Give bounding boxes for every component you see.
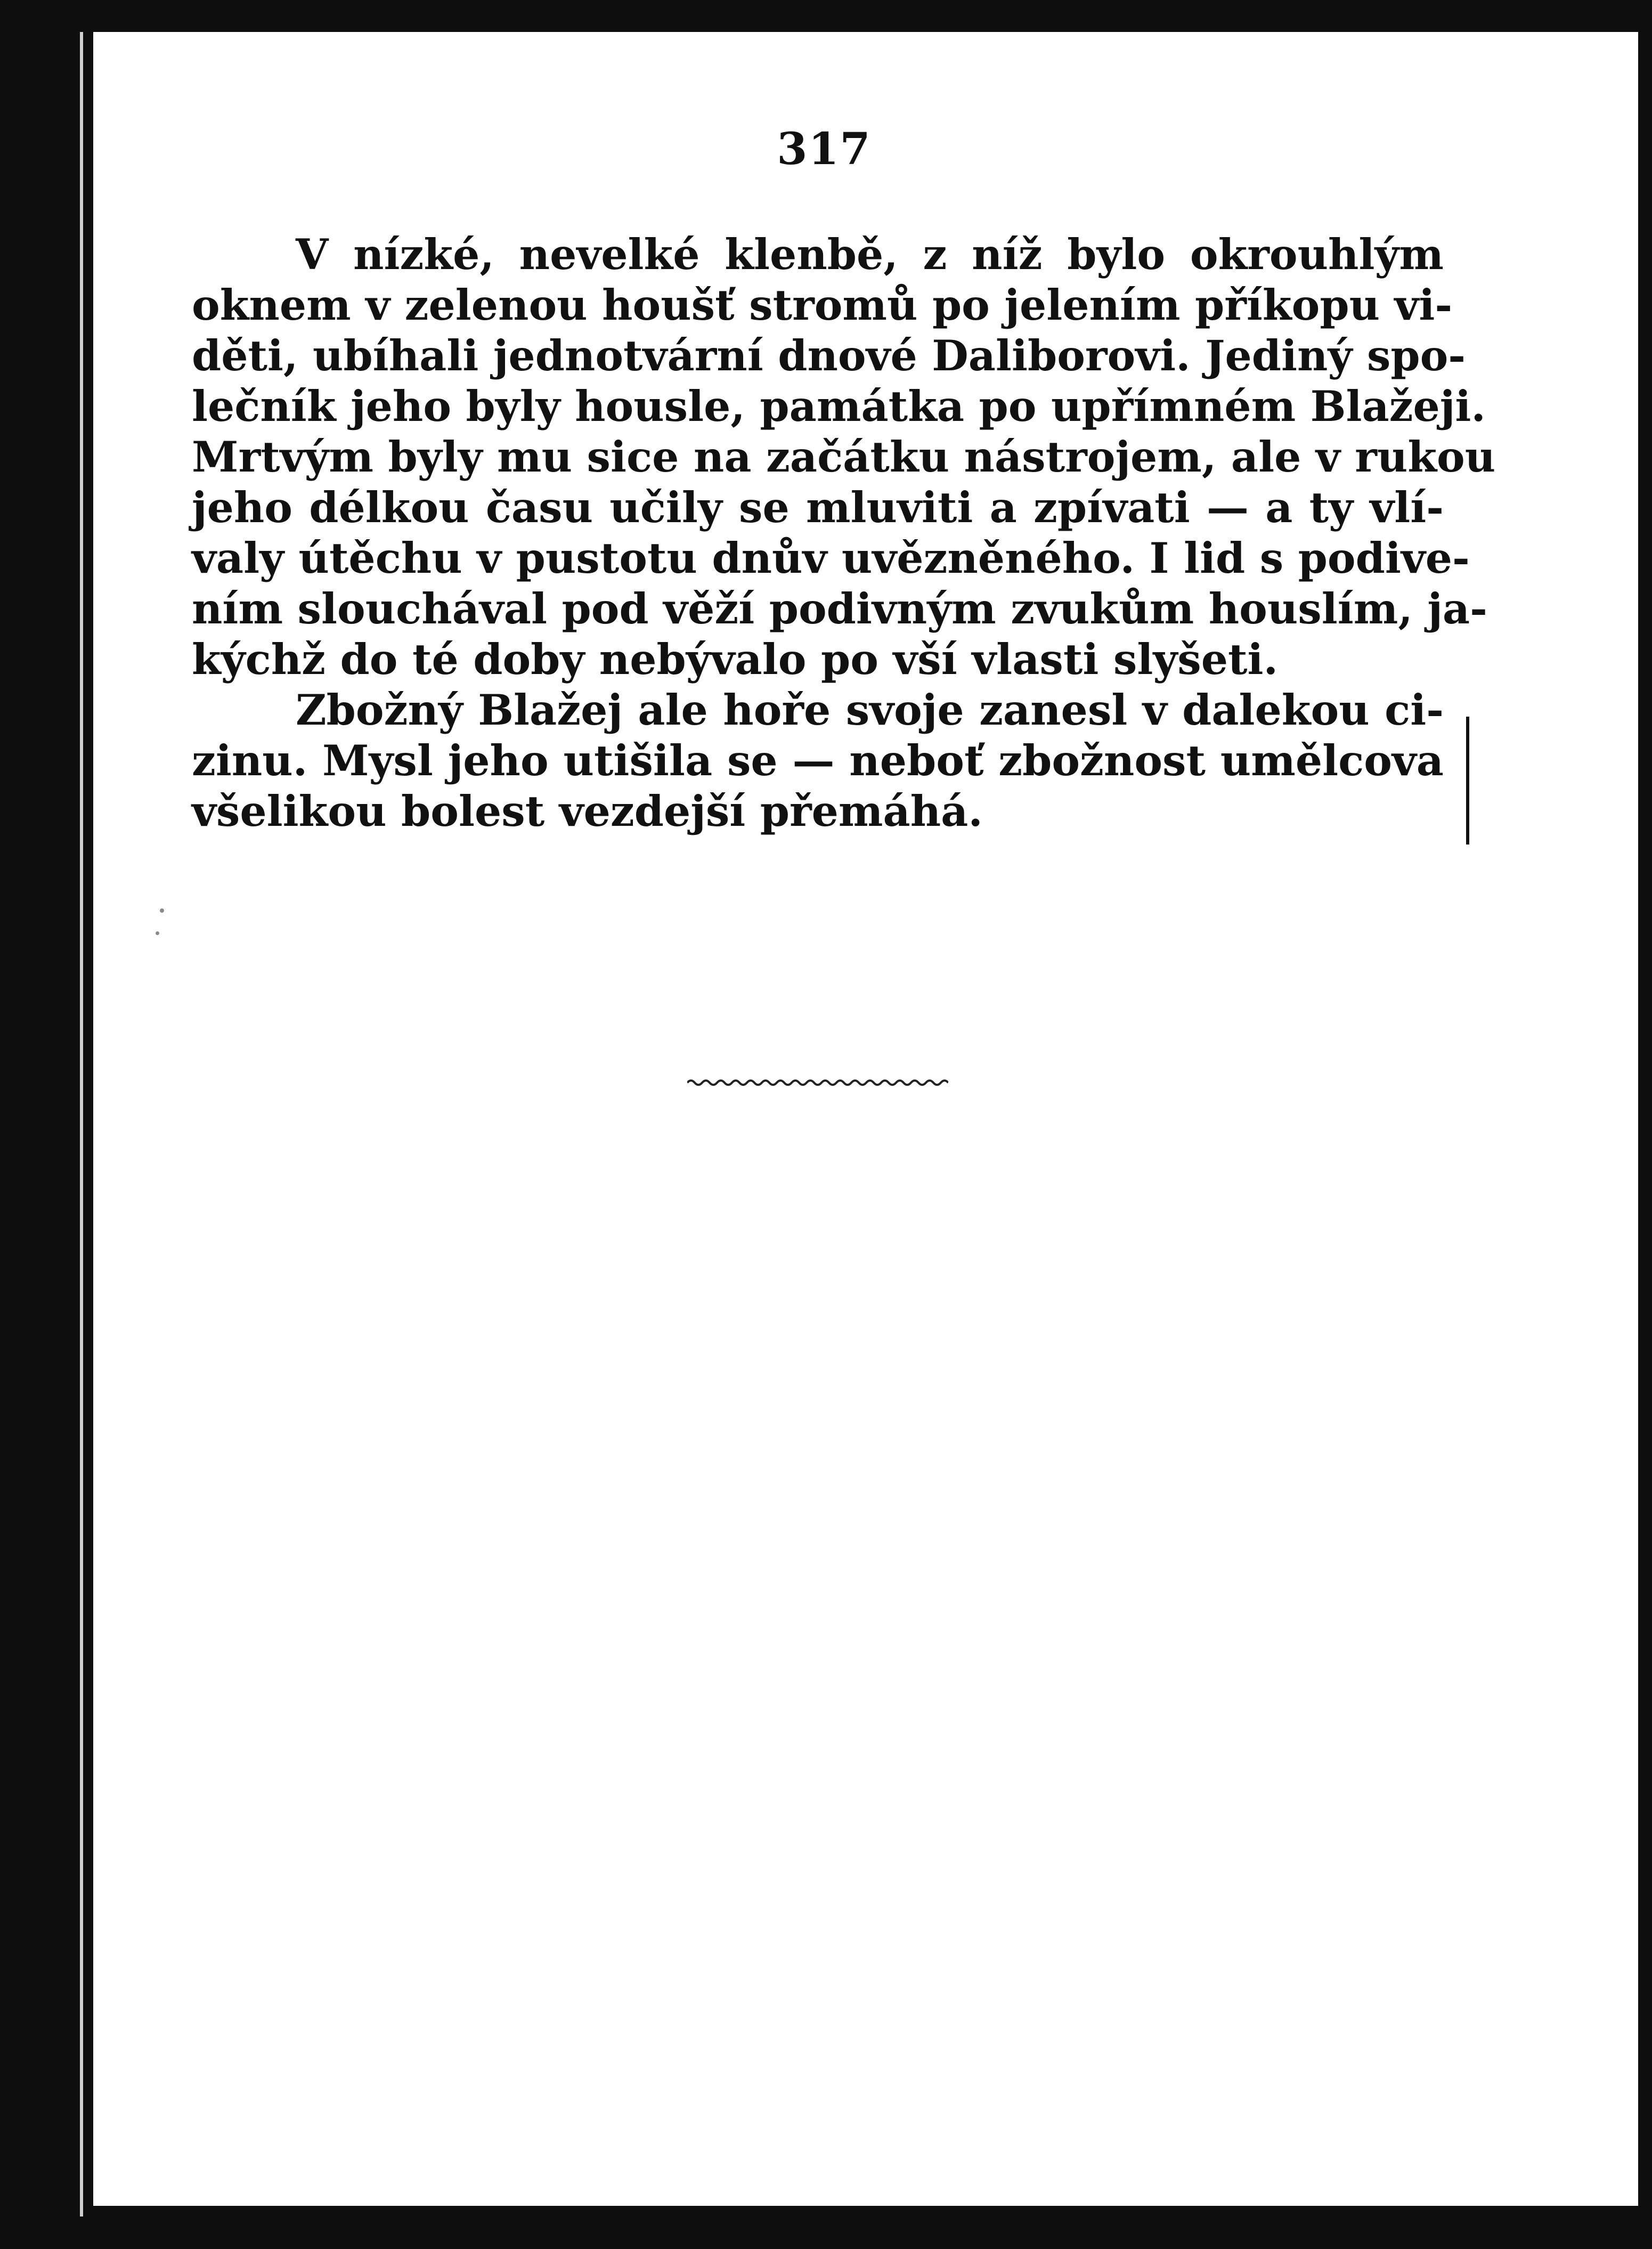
paper-speck: [156, 931, 159, 935]
body-text: [192, 229, 1496, 837]
text-line: oknem v zelenou houšť stromů po jelením příkopu vi-: [192, 280, 1453, 330]
text-line: jeho délkou času učily se mluviti a zpívati — a ty vlí-: [192, 483, 1444, 532]
paper-speck: [160, 908, 164, 913]
text-line: valy útěchu v pustotu dnův uvězněného. I lid s podive-: [192, 533, 1470, 583]
text-line: Zbožný Blažej ale hoře svoje zanesl v dalekou ci-: [296, 685, 1444, 735]
text-line: ním slouchával pod věží podivným zvukům houslím, ja-: [192, 584, 1487, 634]
text-line: zinu. Mysl jeho utišila se — neboť zbožnost umělcova: [192, 736, 1444, 785]
text-line: lečník jeho byly housle, památka po upřímném Blažeji.: [192, 381, 1486, 431]
page-gutter-edge: [80, 32, 83, 2216]
wavy-divider-ornament: [687, 1076, 948, 1089]
page-number: 317: [777, 124, 872, 175]
text-line: V nízké, nevelké klenbě, z níž bylo okrouhlým: [296, 230, 1444, 279]
margin-mark: [1466, 717, 1469, 845]
text-line: všelikou bolest vezdejší přemáhá.: [192, 786, 983, 836]
text-line: Mrtvým byly mu sice na začátku nástrojem, ale v rukou: [192, 432, 1496, 482]
text-line: děti, ubíhali jednotvární dnové Daliborovi. Jediný spo-: [192, 331, 1466, 380]
text-line: kýchž do té doby nebývalo po vší vlasti slyšeti.: [192, 635, 1278, 684]
